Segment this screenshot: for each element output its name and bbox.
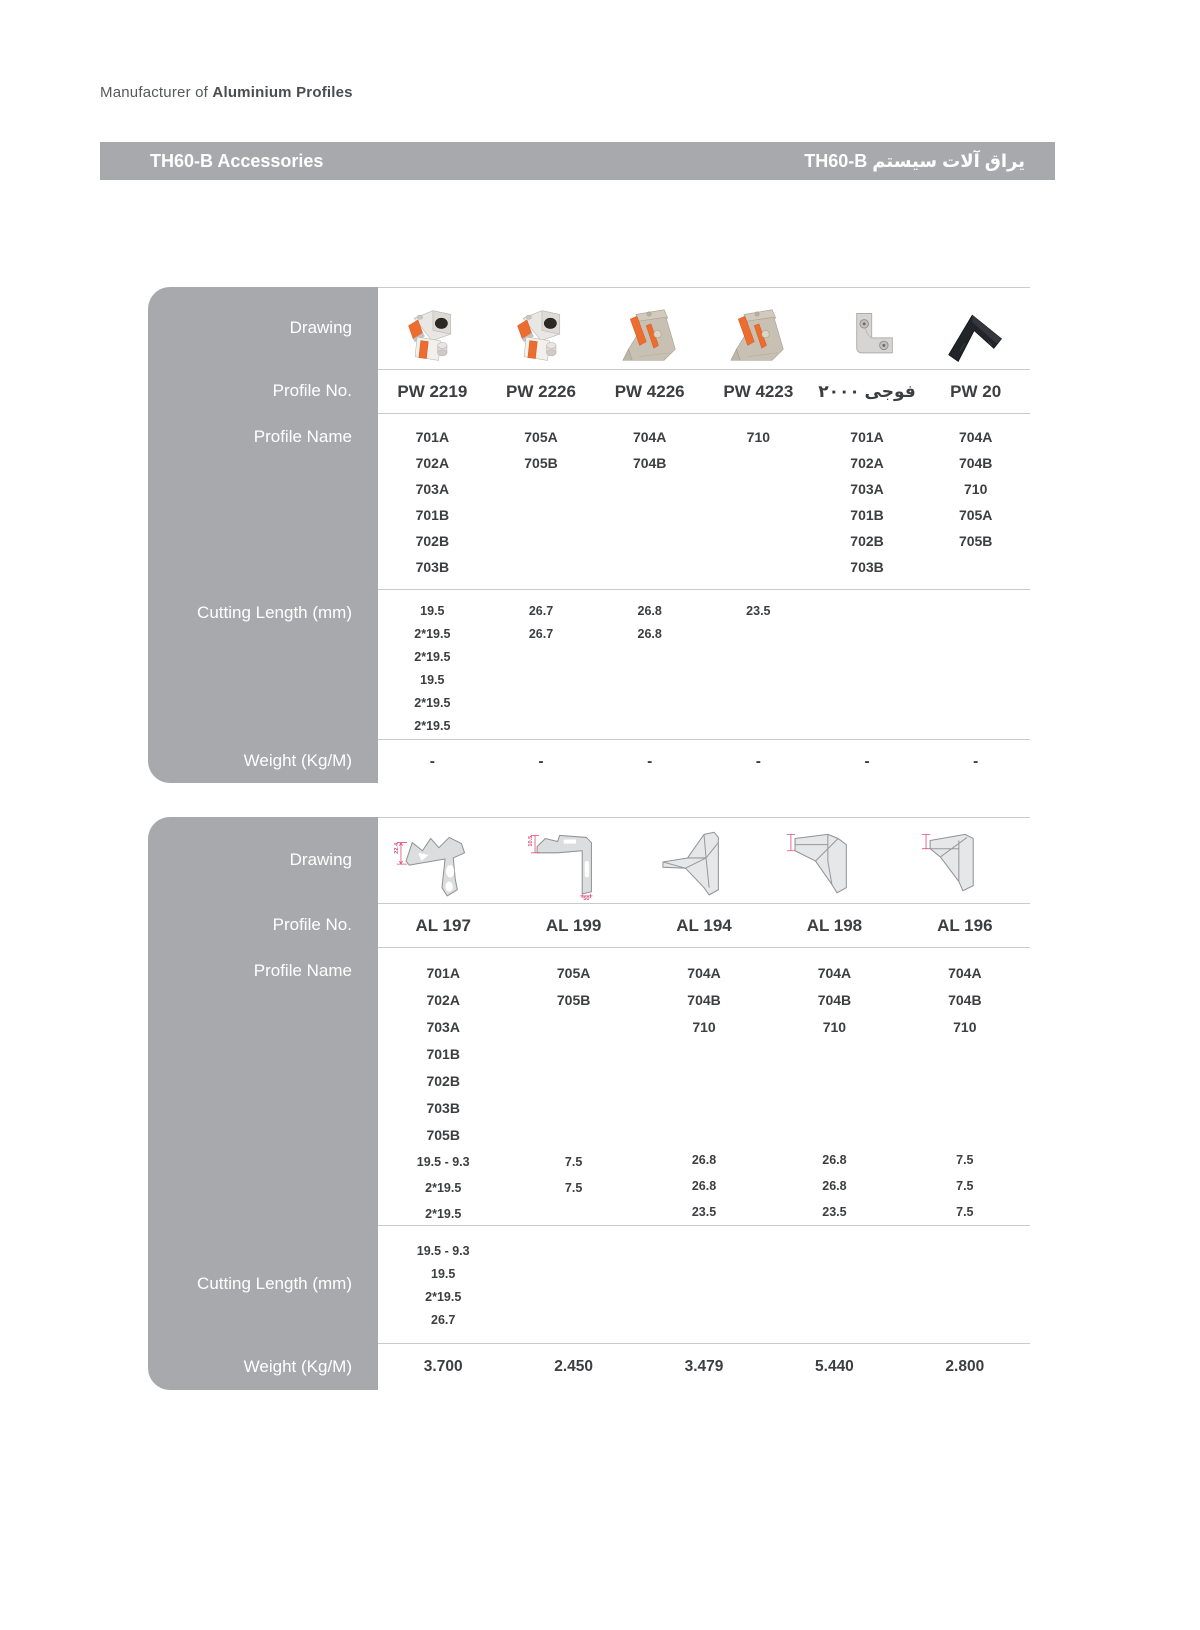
profile-no-values-row xyxy=(378,903,1030,947)
cutting-length-value: 7.5 xyxy=(564,1155,583,1169)
profile-no-al-199: AL 199 xyxy=(545,915,602,935)
profile-name-value: 703B xyxy=(850,559,884,575)
cutting-length-value: 2*19.5 xyxy=(425,1290,462,1304)
cutting-length-row-header xyxy=(148,589,378,739)
cutting-length-value: 7.5 xyxy=(564,1181,583,1195)
profile-name-value: 704A xyxy=(632,429,667,445)
profile-names-pw-2219 xyxy=(378,414,487,589)
profile-name-value: 702B xyxy=(850,533,884,549)
cutting-length-value: 19.5 - 9.3 xyxy=(416,1155,470,1169)
profile-names-pw-4223 xyxy=(704,414,813,589)
profile-names-pw-4226 xyxy=(595,414,704,589)
profile-name-values-row xyxy=(378,947,1030,1225)
profile-name-value: 704B xyxy=(817,992,852,1008)
profile-no-row-header xyxy=(148,369,378,413)
al196-section-drawing-icon xyxy=(905,820,1025,900)
cutting-length-value: 2*19.5 xyxy=(414,627,451,641)
black-corner-photo-icon xyxy=(943,306,1009,366)
cutting-length-value: 7.5 xyxy=(956,1205,974,1219)
weight-al-198: 5.440 xyxy=(815,1358,854,1375)
weight-values-row xyxy=(378,1343,1030,1390)
brand-prefix: Manufacturer of xyxy=(100,84,213,101)
cutting-length-value: 2*19.5 xyxy=(414,696,451,710)
drawing-label: Drawing xyxy=(289,850,352,869)
profile-name-value: 705A xyxy=(556,965,591,981)
cutting-lengths-col-4 xyxy=(813,590,922,739)
row-cutting-length xyxy=(148,1225,1030,1343)
drawing-pw-20 xyxy=(921,288,1030,369)
drawing-pw-2226 xyxy=(487,288,596,369)
cutting-length-row-header xyxy=(148,1225,378,1343)
cutting-lengths-pw-2226 xyxy=(487,590,596,739)
cutting-length-value: 23.5 xyxy=(691,1205,717,1219)
al198-section-drawing-icon xyxy=(774,820,894,900)
accessories-table-pw xyxy=(148,287,1030,783)
profile-name-value: 701A xyxy=(850,429,884,445)
profile-name-value: 702A xyxy=(426,992,460,1008)
profile-name-value: 701B xyxy=(415,507,450,523)
profile-name-value: 704B xyxy=(632,455,667,471)
corner-clamp-photo-icon xyxy=(399,306,465,366)
profile-name-value: 702B xyxy=(415,533,450,549)
profile-name-value: 702B xyxy=(426,1073,460,1089)
row-profile-name xyxy=(148,947,1030,1225)
drawing-values-row xyxy=(378,287,1030,369)
cutting-length-values-row xyxy=(378,589,1030,739)
profile-name-value: 704A xyxy=(948,965,982,981)
cutting-lengths-pw-20 xyxy=(921,590,1030,739)
profile-names-al-196 xyxy=(900,948,1030,1225)
cutting-length-value: 26.8 xyxy=(691,1179,717,1193)
cutting-lengths-pw-4226 xyxy=(595,590,704,739)
profile-no-label: Profile No. xyxy=(272,381,352,400)
row-drawing xyxy=(148,287,1030,369)
row-profile-no xyxy=(148,903,1030,947)
weight-al-194: 3.479 xyxy=(684,1358,724,1375)
weight-label: Weight (Kg/M) xyxy=(243,1356,352,1376)
cutting-lengths-al-197 xyxy=(378,1226,508,1343)
profile-name-value: 701A xyxy=(415,429,450,445)
stand-bracket-photo-icon xyxy=(617,306,683,366)
brand-line xyxy=(100,84,353,101)
section-title-en: TH60-B Accessories xyxy=(150,150,324,171)
profile-name-value: 702A xyxy=(415,455,450,471)
weight-label: Weight (Kg/M) xyxy=(243,751,352,770)
cutting-length-value: 2*19.5 xyxy=(414,719,451,733)
cutting-length-value: 19.5 xyxy=(431,1267,456,1281)
weight-pw-2219: - xyxy=(429,752,435,770)
row-drawing xyxy=(148,817,1030,903)
profile-name-value: 704A xyxy=(687,965,721,981)
profile-name-value: 704A xyxy=(817,965,852,981)
profile-name-label: Profile Name xyxy=(253,427,352,446)
profile-name-value: 701B xyxy=(850,507,884,523)
profile-name-value: 704B xyxy=(948,992,982,1008)
profile-name-value: 705B xyxy=(426,1127,460,1143)
section-title-fa: يراق آلات سيستم TH60-B xyxy=(804,150,1025,171)
profile-name-row-header xyxy=(148,947,378,1225)
profile-names-pw-2226 xyxy=(487,414,596,589)
al197-section-drawing-icon xyxy=(383,820,503,900)
cutting-lengths-pw-4223 xyxy=(704,590,813,739)
dimension-label: 22.4 xyxy=(394,842,401,854)
profile-name-value: 701B xyxy=(426,1046,460,1062)
drawing-al-199 xyxy=(508,818,638,903)
weight-pw-2226: - xyxy=(538,752,544,770)
cutting-length-value: 2*19.5 xyxy=(425,1181,462,1195)
cutting-length-label: Cutting Length (mm) xyxy=(197,1274,352,1293)
profile-name-value: 710 xyxy=(692,1019,716,1035)
profile-name-value: 702A xyxy=(850,455,884,471)
cutting-lengths-pw-2219 xyxy=(378,590,487,739)
profile-name-value: 705B xyxy=(958,533,993,549)
cutting-length-value: 26.7 xyxy=(431,1313,456,1327)
al199-section-drawing-icon xyxy=(514,820,634,900)
profile-no-values-row xyxy=(378,369,1030,413)
profile-no-col-4: فوجی ۲۰۰۰ xyxy=(818,381,916,401)
drawing-pw-4226 xyxy=(595,288,704,369)
cutting-length-value: 26.8 xyxy=(822,1179,847,1193)
profile-no-pw-2219: PW 2219 xyxy=(397,381,468,401)
profile-name-value: 704B xyxy=(687,992,721,1008)
profile-no-al-198: AL 198 xyxy=(806,915,863,935)
profile-name-value: 705A xyxy=(524,429,558,445)
accessories-table-al xyxy=(148,817,1030,1390)
weight-al-196: 2.800 xyxy=(945,1358,985,1375)
cutting-length-value: 26.8 xyxy=(822,1153,847,1167)
drawing-al-194 xyxy=(639,818,769,903)
profile-no-label: Profile No. xyxy=(272,915,352,934)
cutting-length-value: 26.7 xyxy=(528,604,554,618)
cutting-length-value: 23.5 xyxy=(746,604,771,618)
weight-values-row xyxy=(378,739,1030,783)
drawing-al-196 xyxy=(900,818,1030,903)
profile-names-al-194 xyxy=(639,948,769,1225)
row-cutting-length xyxy=(148,589,1030,739)
al194-section-drawing-icon xyxy=(644,820,764,900)
weight-al-197: 3.700 xyxy=(423,1358,463,1375)
profile-name-value: 710 xyxy=(746,429,771,445)
profile-no-pw-4223: PW 4223 xyxy=(723,381,794,401)
profile-name-value: 705B xyxy=(524,455,558,471)
profile-no-pw-20: PW 20 xyxy=(950,381,1002,401)
cutting-length-value: 26.8 xyxy=(637,627,662,641)
cutting-length-value: 23.5 xyxy=(822,1205,847,1219)
profile-name-value: 703B xyxy=(426,1100,460,1116)
cutting-length-value: 2*19.5 xyxy=(414,650,451,664)
profile-name-value: 704B xyxy=(958,455,993,471)
brand-name: Aluminium Profiles xyxy=(212,84,353,101)
drawing-pw-2219 xyxy=(378,288,487,369)
dimension-label: 50 xyxy=(582,896,590,900)
profile-name-value: 703A xyxy=(426,1019,460,1035)
weight-pw-4223: - xyxy=(755,752,761,770)
profile-name-value: 701A xyxy=(426,965,460,981)
profile-name-value: 703A xyxy=(850,481,884,497)
row-weight xyxy=(148,1343,1030,1390)
profile-name-value: 705A xyxy=(958,507,993,523)
profile-no-row-header xyxy=(148,903,378,947)
corner-clamp-photo-icon xyxy=(508,306,574,366)
profile-names-col-4 xyxy=(813,414,922,589)
cutting-length-value: 7.5 xyxy=(956,1153,974,1167)
weight-col-4: - xyxy=(864,752,870,770)
profile-name-value: 703B xyxy=(415,559,450,575)
weight-row-header xyxy=(148,1343,378,1390)
cutting-lengths-al-196 xyxy=(900,1226,1030,1343)
cutting-length-value: 26.8 xyxy=(691,1153,717,1167)
row-profile-no xyxy=(148,369,1030,413)
cutting-length-value: 26.7 xyxy=(528,627,554,641)
drawing-values-row xyxy=(378,817,1030,903)
profile-no-pw-2226: PW 2226 xyxy=(506,381,576,401)
cutting-length-value: 19.5 - 9.3 xyxy=(416,1244,470,1258)
cutting-length-value: 7.5 xyxy=(956,1179,974,1193)
stand-bracket-photo-icon xyxy=(725,306,791,366)
profile-name-values-row xyxy=(378,413,1030,589)
profile-names-al-198 xyxy=(769,948,899,1225)
profile-no-pw-4226: PW 4226 xyxy=(614,381,685,401)
weight-pw-20: - xyxy=(973,752,979,770)
profile-name-label: Profile Name xyxy=(253,961,352,980)
row-weight xyxy=(148,739,1030,783)
drawing-row-header xyxy=(148,287,378,369)
drawing-label: Drawing xyxy=(289,318,352,337)
profile-name-row-header xyxy=(148,413,378,589)
drawing-pw-4223 xyxy=(704,288,813,369)
weight-pw-4226: - xyxy=(647,752,653,770)
profile-name-value: 710 xyxy=(964,481,988,497)
profile-names-pw-20 xyxy=(921,414,1030,589)
weight-row-header xyxy=(148,739,378,783)
drawing-col-4 xyxy=(813,288,922,369)
profile-no-al-197: AL 197 xyxy=(415,915,471,935)
drawing-al-197 xyxy=(378,818,508,903)
cutting-length-value: 19.5 xyxy=(420,604,445,618)
drawing-al-198 xyxy=(769,818,899,903)
l-bracket-photo-icon xyxy=(834,306,900,366)
profile-name-value: 703A xyxy=(415,481,450,497)
cutting-lengths-al-194 xyxy=(639,1226,769,1343)
cutting-length-value: 2*19.5 xyxy=(425,1207,462,1221)
dimension-label: 10.5 xyxy=(527,835,534,847)
profile-names-al-197 xyxy=(378,948,508,1225)
profile-names-al-199 xyxy=(508,948,638,1225)
profile-name-value: 705B xyxy=(556,992,591,1008)
drawing-row-header xyxy=(148,817,378,903)
cutting-lengths-al-198 xyxy=(769,1226,899,1343)
section-header-bar xyxy=(100,142,1055,180)
weight-al-199: 2.450 xyxy=(554,1358,593,1375)
profile-no-al-194: AL 194 xyxy=(676,915,732,935)
cutting-length-value: 26.8 xyxy=(637,604,662,618)
cutting-lengths-al-199 xyxy=(508,1226,638,1343)
profile-name-value: 710 xyxy=(822,1019,847,1035)
cutting-length-label: Cutting Length (mm) xyxy=(197,603,352,622)
profile-name-value: 710 xyxy=(953,1019,977,1035)
cutting-length-values-row xyxy=(378,1225,1030,1343)
profile-name-value: 704A xyxy=(958,429,993,445)
cutting-length-value: 19.5 xyxy=(420,673,445,687)
profile-no-al-196: AL 196 xyxy=(937,915,993,935)
row-profile-name xyxy=(148,413,1030,589)
